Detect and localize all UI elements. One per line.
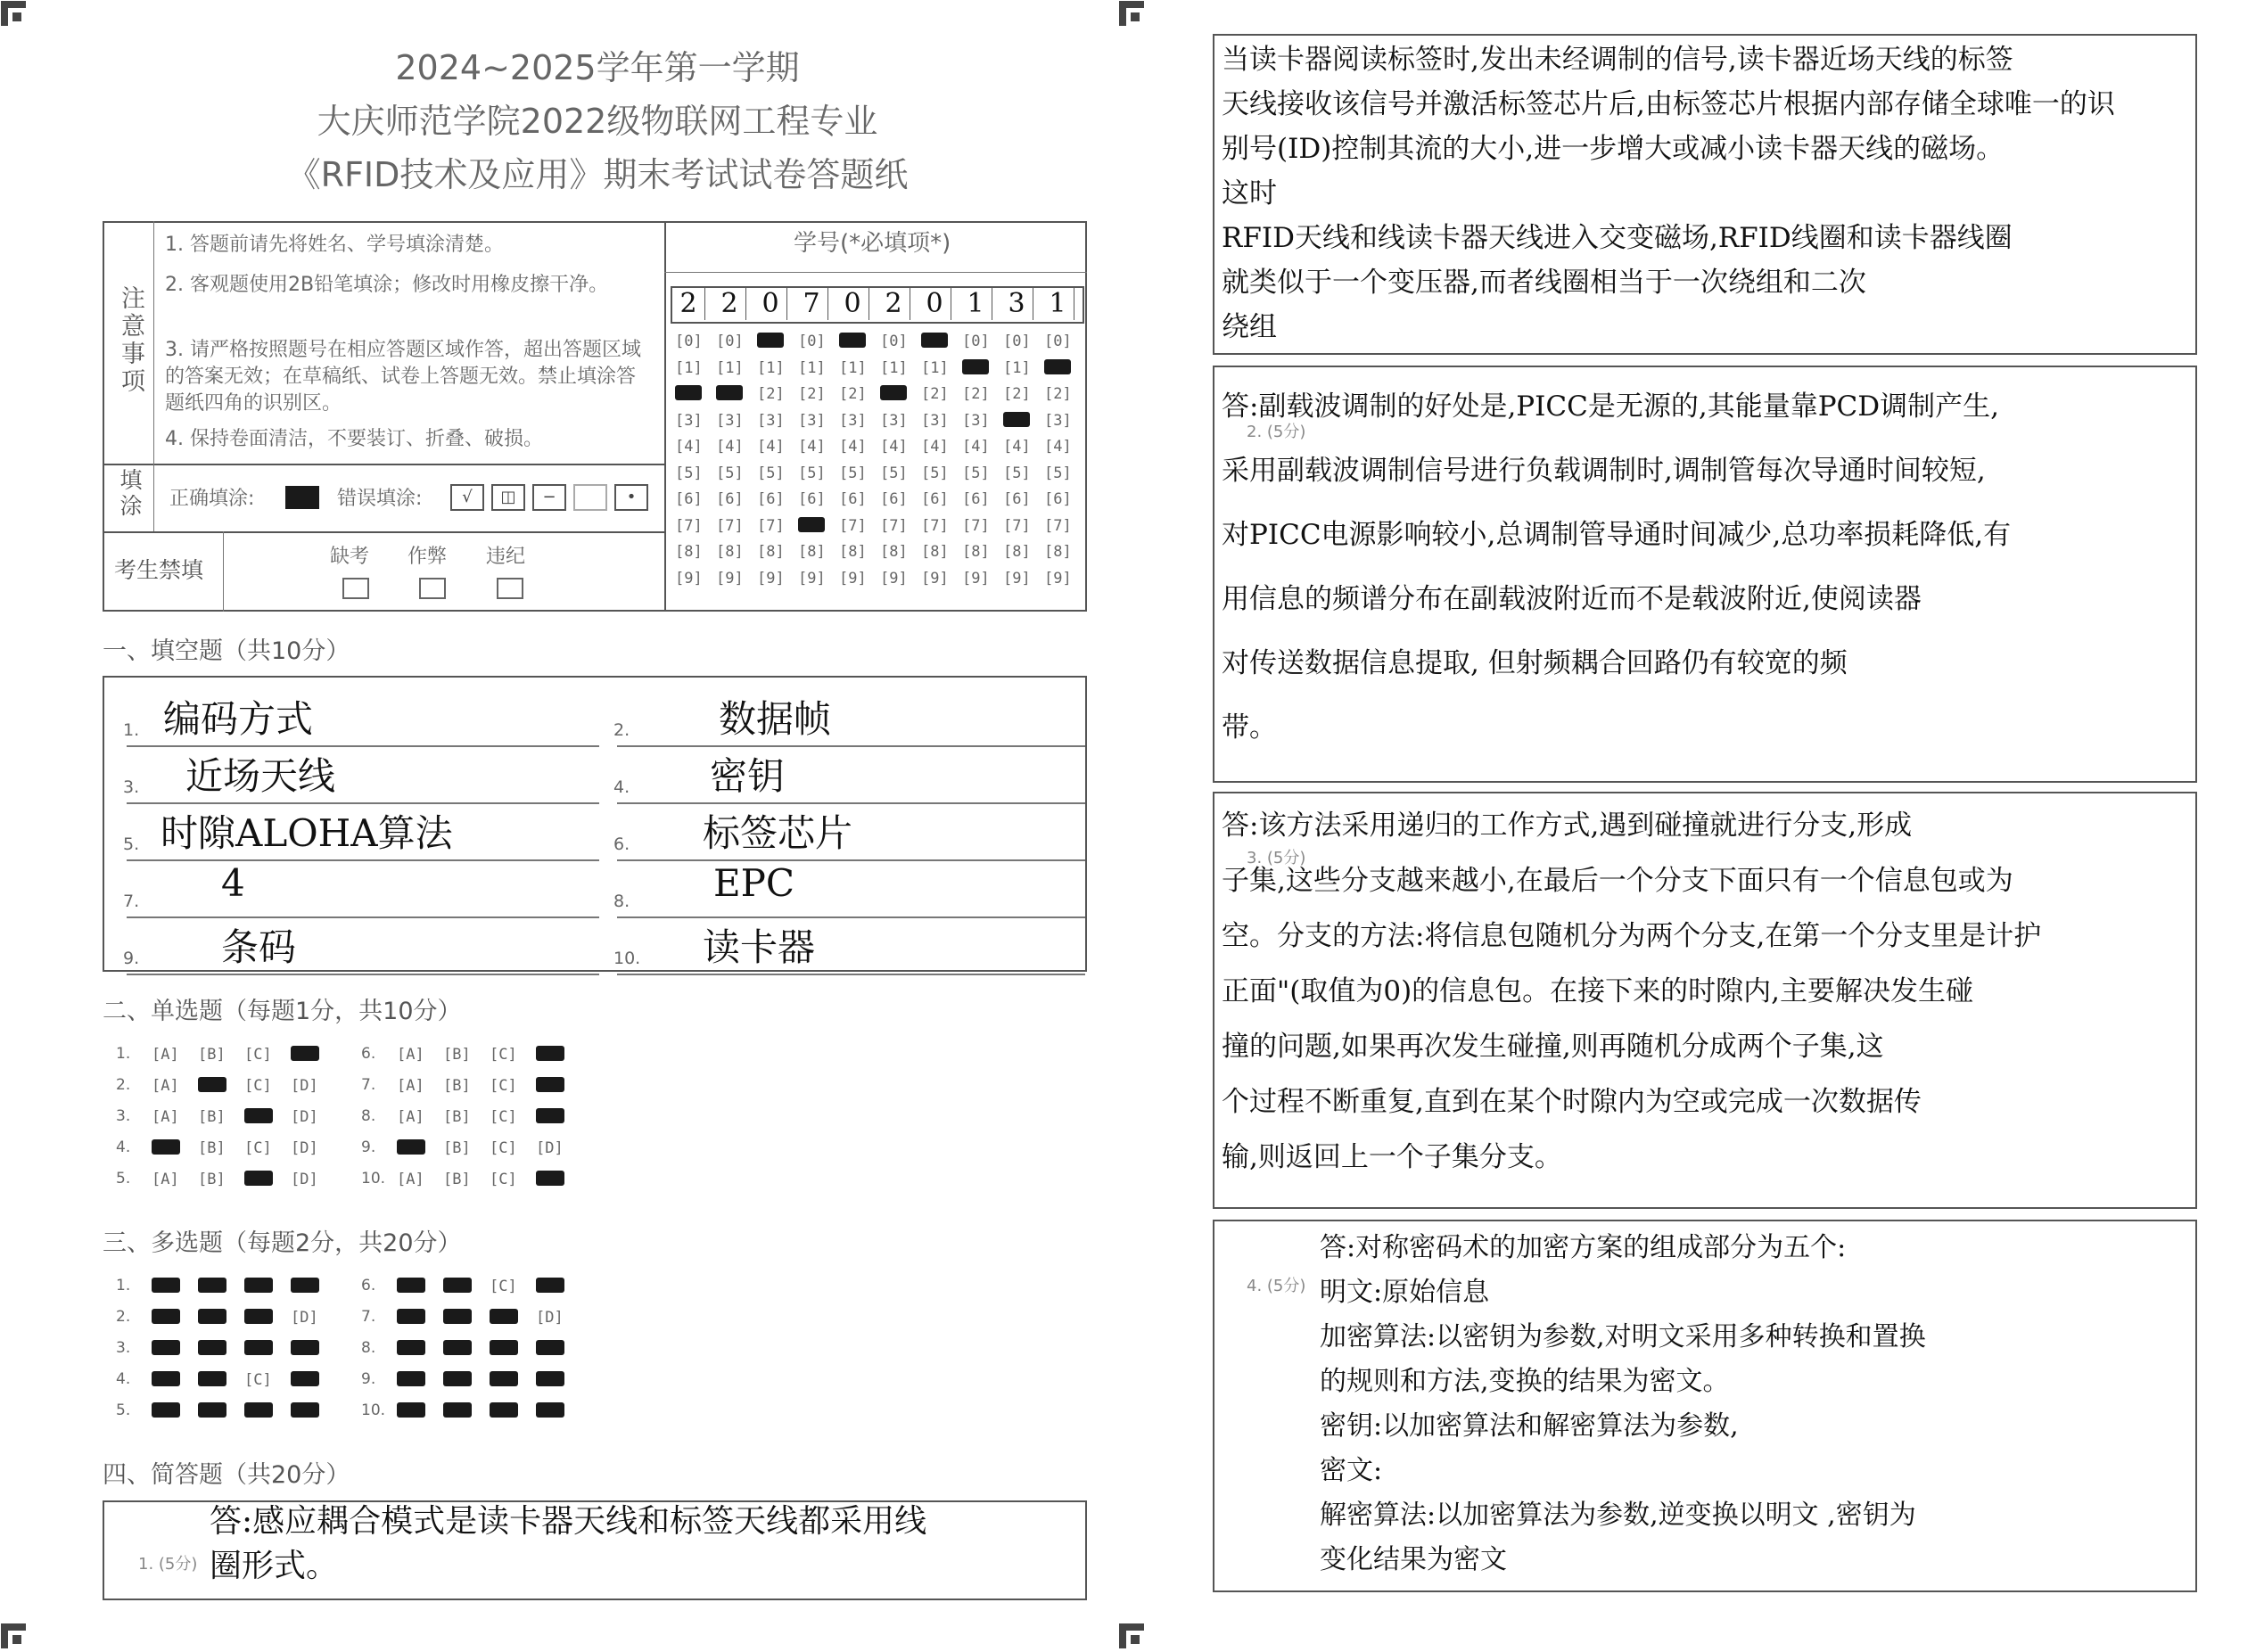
id-bubble-5[interactable]: [5] [675, 464, 703, 482]
id-bubble-0[interactable] [921, 333, 948, 348]
single-choice-option-d[interactable] [536, 1171, 564, 1186]
single-choice-option-b[interactable]: [B] [198, 1108, 226, 1126]
fill-number: 5. [123, 834, 140, 854]
single-choice-number: 1. [116, 1045, 131, 1063]
id-bubble-8[interactable]: [8] [716, 543, 744, 561]
id-bubble-4[interactable]: [4] [880, 438, 908, 456]
id-bubble-6[interactable]: [6] [921, 490, 949, 508]
multi-choice-option-c[interactable] [490, 1309, 518, 1324]
id-bubble-8[interactable]: [8] [675, 543, 703, 561]
id-bubble-0[interactable]: [0] [962, 333, 990, 350]
single-choice-option-c[interactable]: [C] [490, 1046, 517, 1064]
multi-choice-option-b[interactable] [443, 1402, 472, 1418]
absent-checkbox[interactable] [342, 578, 369, 599]
single-choice-number: 7. [361, 1076, 376, 1094]
id-bubble-2[interactable]: [2] [798, 385, 826, 403]
multi-choice-option-d[interactable] [291, 1340, 319, 1355]
multi-choice-number: 5. [116, 1401, 131, 1419]
id-bubble-4[interactable]: [4] [1003, 438, 1031, 456]
multi-choice-option-b[interactable] [198, 1402, 226, 1418]
fill-answer-text[interactable]: 编码方式 [163, 697, 314, 741]
id-bubble-8[interactable]: [8] [1003, 543, 1031, 561]
multi-choice-option-b[interactable] [198, 1371, 226, 1386]
single-choice-option-b[interactable]: [B] [198, 1139, 226, 1157]
single-choice-option-c[interactable]: [C] [490, 1139, 517, 1157]
wrong-mark-dash: − [532, 484, 566, 511]
single-choice-option-b[interactable]: [B] [443, 1077, 471, 1095]
corner-mark-icon [0, 1623, 27, 1649]
id-bubble-7[interactable]: [7] [880, 516, 908, 535]
answer-3-score: 3. (5分) [1247, 849, 1306, 867]
single-choice-option-a[interactable]: [A] [397, 1108, 424, 1126]
id-bubble-5[interactable]: [5] [962, 464, 990, 482]
id-bubble-7[interactable]: [7] [757, 516, 785, 535]
fill-answer-text[interactable]: EPC [713, 861, 795, 905]
single-choice-option-c[interactable]: [C] [490, 1077, 517, 1095]
single-choice-number: 9. [361, 1138, 376, 1156]
student-id-digit: 2 [877, 288, 910, 320]
id-bubble-4[interactable]: [4] [798, 438, 826, 456]
id-bubble-3[interactable]: [3] [798, 411, 826, 430]
id-bubble-2[interactable]: [2] [757, 385, 785, 403]
flag-cheat: 作弊 [408, 546, 448, 568]
section-fill-title: 一、填空题（共10分） [103, 637, 350, 665]
forbidden-label: 考生禁填 [114, 557, 204, 583]
multi-choice-number: 10. [361, 1401, 386, 1419]
id-bubble-9[interactable]: [9] [798, 569, 826, 588]
exam-title: 《RFID技术及应用》期末考试试卷答题纸 [286, 155, 909, 194]
multi-choice-number: 4. [116, 1370, 131, 1388]
id-bubble-6[interactable]: [6] [962, 490, 990, 508]
notice-label: 注意事项 [117, 285, 144, 396]
multi-choice-option-c[interactable] [244, 1309, 273, 1324]
rule-4: 4. 保持卷面清洁，不要装订、折叠、破损。 [165, 428, 543, 450]
id-bubble-9[interactable]: [9] [1003, 569, 1031, 588]
single-choice-option-c[interactable]: [C] [490, 1108, 517, 1126]
multi-choice-option-b[interactable] [443, 1278, 472, 1293]
single-choice-option-a[interactable]: [A] [397, 1077, 424, 1095]
id-bubble-2[interactable]: [2] [1003, 385, 1031, 403]
id-bubble-7[interactable]: [7] [921, 516, 949, 535]
single-choice-option-b[interactable]: [B] [443, 1139, 471, 1157]
multi-choice-option-b[interactable] [443, 1340, 472, 1355]
rule-3: 3. 请严格按照题号在相应答题区域作答，超出答题区域的答案无效；在草稿纸、试卷上答题无效。禁止填涂答题纸四角的识别区。 [165, 339, 641, 415]
id-bubble-1[interactable]: [1] [798, 358, 826, 377]
id-bubble-5[interactable]: [5] [880, 464, 908, 482]
multi-choice-option-a[interactable] [397, 1309, 425, 1324]
multi-choice-option-a[interactable] [152, 1309, 180, 1324]
fill-number: 3. [123, 777, 140, 797]
multi-choice-option-c[interactable] [490, 1402, 518, 1418]
answer-4-text: 答:对称密码术的加密方案的组成部分为五个: 明文:原始信息 加密算法:以密钥为参数,对明文采用多种转换和置换 的规则和方法,变换的结果为密文。 密钥:以加密算法和解密算法为参数, 密文: 解密算法:以加密算法为参数,逆变换以明文 ,密钥为 变化结果为密文 [1320, 1232, 1926, 1575]
single-choice-option-c[interactable]: [C] [490, 1171, 517, 1188]
flag-absent: 缺考 [330, 546, 370, 568]
fill-underline [617, 974, 1085, 975]
correct-fill-label: 正确填涂: [169, 488, 255, 510]
single-choice-option-d[interactable]: [D] [291, 1108, 318, 1126]
id-bubble-3[interactable]: [3] [716, 411, 744, 430]
id-bubble-0[interactable]: [0] [880, 333, 908, 350]
multi-choice-option-c[interactable] [244, 1278, 273, 1293]
id-bubble-0[interactable] [839, 333, 866, 348]
multi-choice-option-a[interactable] [152, 1340, 180, 1355]
id-bubble-3[interactable]: [3] [839, 411, 867, 430]
single-choice-option-d[interactable] [291, 1046, 319, 1061]
single-choice-number: 8. [361, 1107, 376, 1125]
id-bubble-7[interactable]: [7] [1003, 516, 1031, 535]
id-bubble-2[interactable]: [2] [839, 385, 867, 403]
student-id-digit: 0 [918, 288, 951, 320]
id-bubble-4[interactable]: [4] [921, 438, 949, 456]
multi-choice-option-c[interactable] [490, 1371, 518, 1386]
cheat-checkbox[interactable] [419, 578, 446, 599]
single-choice-option-d[interactable]: [D] [291, 1171, 318, 1188]
single-choice-option-a[interactable]: [A] [152, 1077, 179, 1095]
id-bubble-9[interactable]: [9] [921, 569, 949, 588]
fill-answer-text[interactable]: 数据帧 [719, 697, 832, 741]
id-bubble-1[interactable] [962, 359, 989, 374]
single-choice-option-a[interactable]: [A] [397, 1046, 424, 1064]
answer-1-text-part2: 当读卡器阅读标签时,发出未经调制的信号,读卡器近场天线的标签 天线接收该信号并激活标签芯片后,由标签芯片根据内部存储全球唯一的识 别号(ID)控制其流的大小,进一步增大或减小读卡器天线的磁场。 这时 RFID天线和线读卡器天线进入交变磁场,RFID线圈和读卡器线圈 就类似于一个变压器,而者线圈相当于一次绕组和二次 绕组 [1222, 44, 2115, 343]
multi-choice-number: 7. [361, 1308, 376, 1326]
multi-choice-option-b[interactable] [198, 1278, 226, 1293]
id-bubble-9[interactable]: [9] [1044, 569, 1072, 588]
id-bubble-3[interactable]: [3] [880, 411, 908, 430]
id-bubble-8[interactable]: [8] [921, 543, 949, 561]
id-bubble-8[interactable]: [8] [839, 543, 867, 561]
single-choice-option-a[interactable] [152, 1139, 180, 1155]
id-bubble-7[interactable]: [7] [962, 516, 990, 535]
multi-choice-option-a[interactable] [397, 1371, 425, 1386]
section-multi-title: 三、多选题（每题2分，共20分） [103, 1229, 462, 1257]
id-bubble-4[interactable]: [4] [757, 438, 785, 456]
single-choice-number: 6. [361, 1045, 376, 1063]
multi-choice-option-b[interactable] [198, 1309, 226, 1324]
id-bubble-1[interactable] [1044, 359, 1071, 374]
single-choice-option-d[interactable] [536, 1077, 564, 1092]
id-bubble-9[interactable]: [9] [880, 569, 908, 588]
wrong-mark-check: √ [450, 484, 484, 511]
exam-term: 2024~2025学年第一学期 [395, 48, 800, 87]
fill-underline [617, 745, 1085, 747]
student-id-digit: 0 [754, 288, 787, 320]
student-id-title: 学号(*必填项*) [794, 230, 951, 257]
multi-choice-option-c[interactable]: [C] [244, 1371, 272, 1389]
multi-choice-option-d[interactable] [536, 1371, 564, 1386]
student-id-digit: 1 [959, 288, 992, 320]
single-choice-option-c[interactable]: [C] [244, 1046, 272, 1064]
id-bubble-4[interactable]: [4] [962, 438, 990, 456]
id-bubble-5[interactable]: [5] [1044, 464, 1072, 482]
single-choice-option-c[interactable]: [C] [244, 1139, 272, 1157]
multi-choice-option-c[interactable] [490, 1340, 518, 1355]
single-choice-option-a[interactable]: [A] [152, 1108, 179, 1126]
answer-2-text: 答:副载波调制的好处是,PICC是无源的,其能量靠PCD调制产生, 采用副载波调制信号进行负载调制时,调制管每次导通时间较短, 对PICC电源影响较小,总调制管导通时间减少,总功率损耗降低,有 用信息的频谱分布在副载波附近而不是载波附近,使阅读器 对传送数据信息提取, 但射频耦合回路仍有较宽的频 带。 [1222, 390, 2012, 744]
single-choice-option-a[interactable] [397, 1139, 425, 1155]
wrong-mark-half: ◫ [491, 484, 525, 511]
violation-checkbox[interactable] [497, 578, 523, 599]
section-single-title: 二、单选题（每题1分，共10分） [103, 998, 462, 1025]
fill-answer-text[interactable]: 标签芯片 [703, 811, 853, 855]
id-bubble-9[interactable]: [9] [757, 569, 785, 588]
multi-choice-number: 1. [116, 1277, 131, 1294]
rule-2: 2. 客观题使用2B铅笔填涂；修改时用橡皮擦干净。 [165, 274, 609, 296]
multi-choice-option-d[interactable]: [D] [536, 1309, 564, 1327]
answer-1-text-part1: 答:感应耦合模式是读卡器天线和标签天线都采用线 圈形式。 [210, 1503, 927, 1584]
fill-underline [127, 859, 599, 861]
id-bubble-7[interactable]: [7] [1044, 516, 1072, 535]
id-bubble-0[interactable]: [0] [716, 333, 744, 350]
id-bubble-0[interactable]: [0] [1044, 333, 1072, 350]
multi-choice-option-d[interactable] [536, 1402, 564, 1418]
id-bubble-5[interactable]: [5] [757, 464, 785, 482]
id-bubble-0[interactable]: [0] [1003, 333, 1031, 350]
id-bubble-8[interactable]: [8] [962, 543, 990, 561]
id-bubble-1[interactable]: [1] [921, 358, 949, 377]
single-choice-option-d[interactable]: [D] [291, 1077, 318, 1095]
fill-underline [127, 916, 599, 918]
multi-choice-number: 3. [116, 1339, 131, 1357]
single-choice-number: 3. [116, 1107, 131, 1125]
student-id-digit: 3 [1000, 288, 1033, 320]
wrong-fill-samples [450, 484, 648, 511]
multi-choice-option-b[interactable] [443, 1309, 472, 1324]
id-bubble-2[interactable] [880, 385, 907, 400]
fill-answer-text[interactable]: 密钥 [710, 754, 786, 798]
student-id-digit: 7 [795, 288, 828, 320]
id-bubble-7[interactable]: [7] [839, 516, 867, 535]
id-bubble-6[interactable]: [6] [798, 490, 826, 508]
answer-2-score: 2. (5分) [1247, 423, 1306, 441]
single-choice-option-b[interactable]: [B] [198, 1171, 226, 1188]
multi-choice-option-d[interactable]: [D] [291, 1309, 318, 1327]
id-bubble-9[interactable]: [9] [675, 569, 703, 588]
fill-number: 6. [613, 834, 630, 854]
rule-1: 1. 答题前请先将姓名、学号填涂清楚。 [165, 234, 504, 256]
id-bubble-6[interactable]: [6] [757, 490, 785, 508]
id-bubble-2[interactable]: [2] [1044, 385, 1072, 403]
id-bubble-7[interactable]: [7] [675, 516, 703, 535]
single-choice-option-b[interactable]: [B] [443, 1108, 471, 1126]
id-bubble-2[interactable]: [2] [921, 385, 949, 403]
id-bubble-2[interactable] [675, 385, 702, 400]
id-bubble-9[interactable]: [9] [839, 569, 867, 588]
id-bubble-8[interactable]: [8] [798, 543, 826, 561]
fill-answer-text[interactable]: 时隙ALOHA算法 [161, 811, 453, 855]
multi-choice-option-c[interactable] [244, 1340, 273, 1355]
id-bubble-6[interactable]: [6] [1044, 490, 1072, 508]
single-choice-option-a[interactable]: [A] [152, 1046, 179, 1064]
multi-choice-option-d[interactable] [291, 1402, 319, 1418]
id-bubble-4[interactable]: [4] [716, 438, 744, 456]
multi-choice-option-d[interactable] [291, 1278, 319, 1293]
id-bubble-6[interactable]: [6] [1003, 490, 1031, 508]
id-bubble-7[interactable] [798, 517, 825, 532]
id-bubble-1[interactable]: [1] [1003, 358, 1031, 377]
id-bubble-3[interactable] [1003, 412, 1030, 427]
multi-choice-number: 8. [361, 1339, 376, 1357]
id-bubble-8[interactable]: [8] [1044, 543, 1072, 561]
fill-underline [617, 916, 1085, 918]
id-bubble-0[interactable]: [0] [675, 333, 703, 350]
id-bubble-2[interactable]: [2] [962, 385, 990, 403]
fill-number: 8. [613, 892, 630, 911]
single-choice-option-d[interactable] [536, 1046, 564, 1061]
multi-choice-option-c[interactable] [244, 1402, 273, 1418]
student-id-digit: 1 [1041, 288, 1074, 320]
section-short-title: 四、简答题（共20分） [103, 1461, 350, 1489]
student-id-digit: 0 [836, 288, 869, 320]
id-bubble-2[interactable] [716, 385, 743, 400]
id-bubble-5[interactable]: [5] [716, 464, 744, 482]
id-bubble-3[interactable]: [3] [962, 411, 990, 430]
id-bubble-1[interactable]: [1] [880, 358, 908, 377]
single-choice-option-c[interactable] [244, 1171, 273, 1186]
id-bubble-3[interactable]: [3] [757, 411, 785, 430]
id-bubble-0[interactable] [757, 333, 784, 348]
id-bubble-4[interactable]: [4] [1044, 438, 1072, 456]
fill-answer-text[interactable]: 条码 [221, 925, 297, 969]
id-bubble-1[interactable]: [1] [839, 358, 867, 377]
fill-number: 1. [123, 720, 140, 740]
answer-4-score: 4. (5分) [1247, 1277, 1306, 1295]
single-choice-option-a[interactable]: [A] [397, 1171, 424, 1188]
id-bubble-5[interactable]: [5] [839, 464, 867, 482]
id-bubble-4[interactable]: [4] [675, 438, 703, 456]
corner-mark-icon [1118, 1623, 1145, 1649]
single-choice-option-d[interactable]: [D] [291, 1139, 318, 1157]
corner-mark-icon [1118, 0, 1145, 27]
flag-violation: 违纪 [486, 546, 526, 568]
fill-number: 10. [613, 949, 641, 968]
wrong-mark-dot: • [614, 484, 648, 511]
answer-1-score: 1. (5分) [138, 1555, 198, 1574]
id-bubble-1[interactable]: [1] [716, 358, 744, 377]
fill-number: 4. [613, 777, 630, 797]
multi-choice-option-d[interactable] [291, 1371, 319, 1386]
single-choice-number: 4. [116, 1138, 131, 1156]
single-choice-option-b[interactable] [198, 1077, 226, 1092]
id-bubble-8[interactable]: [8] [757, 543, 785, 561]
id-bubble-3[interactable]: [3] [675, 411, 703, 430]
id-bubble-1[interactable]: [1] [675, 358, 703, 377]
id-bubble-1[interactable]: [1] [757, 358, 785, 377]
correct-fill-sample [285, 486, 319, 509]
student-id-digit: 2 [713, 288, 746, 320]
id-bubble-0[interactable]: [0] [798, 333, 826, 350]
id-bubble-3[interactable]: [3] [1044, 411, 1072, 430]
multi-choice-option-c[interactable]: [C] [490, 1278, 517, 1295]
multi-choice-number: 2. [116, 1308, 131, 1326]
single-choice-number: 10. [361, 1170, 386, 1188]
single-choice-number: 5. [116, 1170, 131, 1188]
fill-answer-text[interactable]: 读卡器 [703, 925, 816, 969]
multi-choice-option-b[interactable] [198, 1340, 226, 1355]
multi-choice-option-a[interactable] [397, 1278, 425, 1293]
id-bubble-9[interactable]: [9] [716, 569, 744, 588]
id-bubble-3[interactable]: [3] [921, 411, 949, 430]
single-choice-option-c[interactable]: [C] [244, 1077, 272, 1095]
id-bubble-7[interactable]: [7] [716, 516, 744, 535]
multi-choice-option-d[interactable] [536, 1278, 564, 1293]
single-choice-option-a[interactable]: [A] [152, 1171, 179, 1188]
multi-choice-number: 6. [361, 1277, 376, 1294]
student-id-digit: 2 [672, 288, 705, 320]
id-bubble-5[interactable]: [5] [1003, 464, 1031, 482]
wrong-mark-empty [573, 484, 607, 511]
id-bubble-8[interactable]: [8] [880, 543, 908, 561]
fill-number: 9. [123, 949, 140, 968]
fill-number: 2. [613, 720, 630, 740]
fill-number: 7. [123, 892, 140, 911]
multi-choice-option-a[interactable] [397, 1340, 425, 1355]
multi-choice-option-b[interactable] [443, 1371, 472, 1386]
fill-answer-text[interactable]: 近场天线 [185, 754, 336, 798]
id-bubble-6[interactable]: [6] [716, 490, 744, 508]
wrong-fill-label: 错误填涂: [337, 488, 423, 510]
id-bubble-6[interactable]: [6] [880, 490, 908, 508]
fill-answer-text[interactable]: 4 [221, 861, 245, 905]
multi-choice-option-a[interactable] [152, 1371, 180, 1386]
id-bubble-9[interactable]: [9] [962, 569, 990, 588]
id-bubble-4[interactable]: [4] [839, 438, 867, 456]
id-bubble-6[interactable]: [6] [839, 490, 867, 508]
multi-choice-number: 9. [361, 1370, 376, 1388]
single-choice-option-d[interactable]: [D] [536, 1139, 564, 1157]
id-bubble-5[interactable]: [5] [798, 464, 826, 482]
corner-mark-icon [0, 0, 27, 27]
fill-underline [617, 859, 1085, 861]
single-choice-option-b[interactable]: [B] [198, 1046, 226, 1064]
single-choice-option-c[interactable] [244, 1108, 273, 1123]
multi-choice-option-d[interactable] [536, 1340, 564, 1355]
single-choice-option-d[interactable] [536, 1108, 564, 1123]
id-bubble-5[interactable]: [5] [921, 464, 949, 482]
answer-3-text: 答:该方法采用递归的工作方式,遇到碰撞就进行分支,形成 子集,这些分支越来越小,在最后一个分支下面只有一个信息包或为 空。分支的方法:将信息包随机分为两个分支,在第一个分支里是计护 正面"(取值为0)的信息包。在接下来的时隙内,主要解决发生碰 撞的问题,如果再次发生碰撞,则再随机分成两个子集,这 个过程不断重复,直到在某个时隙内为空或完成一次数据传 输,则返回上一个子集分支。 [1222, 810, 2042, 1173]
fill-label: 填涂 [117, 468, 143, 520]
single-choice-option-b[interactable]: [B] [443, 1171, 471, 1188]
single-choice-number: 2. [116, 1076, 131, 1094]
id-bubble-6[interactable]: [6] [675, 490, 703, 508]
exam-department: 大庆师范学院2022级物联网工程专业 [317, 102, 878, 141]
multi-choice-option-a[interactable] [152, 1278, 180, 1293]
multi-choice-option-a[interactable] [152, 1402, 180, 1418]
single-choice-option-b[interactable]: [B] [443, 1046, 471, 1064]
multi-choice-option-a[interactable] [397, 1402, 425, 1418]
fill-underline [127, 974, 599, 975]
